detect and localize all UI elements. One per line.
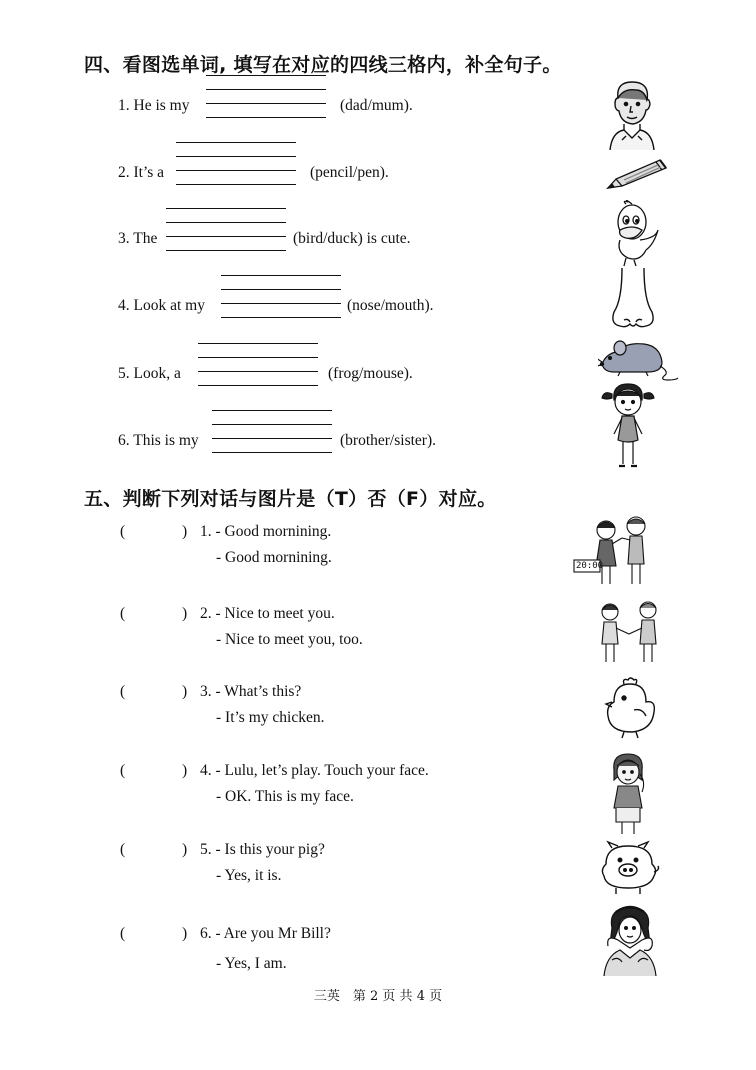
fill-item-6-post: (brother/sister). (340, 432, 436, 449)
tf-item-2-line-b: - Nice to meet you, too. (216, 631, 363, 648)
chicken-icon (602, 676, 660, 740)
girl-touching-face-icon (604, 752, 652, 838)
fill-item-3 (118, 208, 598, 268)
fill-item-2-post: (pencil/pen). (310, 164, 389, 181)
tf-item-3-line-a: 3. - What’s this? (200, 683, 302, 700)
pig-icon (598, 840, 660, 896)
answer-paren-left: ( (120, 925, 126, 942)
fill-item-6 (118, 410, 598, 470)
fill-item-1-pre: 1. He is my (118, 97, 190, 114)
nose-icon (608, 266, 658, 332)
answer-paren-left: ( (120, 762, 126, 779)
answer-paren-right: ) (182, 683, 188, 700)
answer-paren-left: ( (120, 523, 126, 540)
answer-paren-right: ) (182, 762, 188, 779)
four-line-writing-box-3[interactable] (166, 208, 286, 252)
two-kids-clock-icon (572, 514, 662, 592)
tf-item-6-line-a: 6. - Are you Mr Bill? (200, 925, 331, 942)
section5-title: 五、判断下列对话与图片是（T）否（F）对应。 (84, 488, 497, 510)
fill-item-3-post: (bird/duck) is cute. (293, 230, 411, 247)
fill-item-6-pre: 6. This is my (118, 432, 199, 449)
fill-item-1-post: (dad/mum). (340, 97, 413, 114)
snow-white-icon (598, 904, 662, 976)
four-line-writing-box-1[interactable] (206, 75, 326, 119)
girl-icon (598, 380, 658, 472)
answer-paren-right: ) (182, 925, 188, 942)
four-line-writing-box-4[interactable] (221, 275, 341, 319)
man-face-icon (606, 78, 658, 150)
mouse-icon (598, 336, 680, 382)
fill-item-4-pre: 4. Look at my (118, 297, 205, 314)
tf-item-6-line-b: - Yes, I am. (216, 955, 287, 972)
fill-item-5-pre: 5. Look, a (118, 365, 181, 382)
tf-item-1-line-b: - Good mornining. (216, 549, 332, 566)
answer-paren-left: ( (120, 605, 126, 622)
fill-item-4 (118, 275, 598, 335)
fill-item-4-post: (nose/mouth). (347, 297, 434, 314)
clock-readout: 20:00 (576, 561, 604, 571)
answer-paren-right: ) (182, 841, 188, 858)
four-line-writing-box-5[interactable] (198, 343, 318, 387)
four-line-writing-box-6[interactable] (212, 410, 332, 454)
fill-item-2-pre: 2. It’s a (118, 164, 165, 181)
tf-item-5-line-a: 5. - Is this your pig? (200, 841, 325, 858)
kids-handshake-icon (592, 600, 666, 666)
section4-title: 四、看图选单词, 填写在对应的四线三格内，补全句子。 (84, 54, 562, 76)
tf-item-3-line-b: - It’s my chicken. (216, 709, 325, 726)
tf-item-5-line-b: - Yes, it is. (216, 867, 282, 884)
answer-paren-left: ( (120, 683, 126, 700)
fill-item-5-post: (frog/mouse). (328, 365, 413, 382)
fill-item-1 (118, 75, 598, 135)
page-footer: 三英 第 2 页 共 4 页 (313, 989, 443, 1004)
four-line-writing-box-2[interactable] (176, 142, 296, 186)
fill-item-5 (118, 343, 598, 403)
answer-paren-left: ( (120, 841, 126, 858)
tf-item-1-line-a: 1. - Good mornining. (200, 523, 332, 540)
duck-icon (606, 200, 662, 268)
tf-item-4-line-a: 4. - Lulu, let’s play. Touch your face. (200, 762, 429, 779)
tf-item-2-line-a: 2. - Nice to meet you. (200, 605, 335, 622)
pencil-icon (604, 154, 670, 194)
fill-item-3-pre: 3. The (118, 230, 158, 247)
tf-item-4-line-b: - OK. This is my face. (216, 788, 354, 805)
fill-item-2 (118, 142, 598, 202)
answer-paren-right: ) (182, 523, 188, 540)
answer-paren-right: ) (182, 605, 188, 622)
